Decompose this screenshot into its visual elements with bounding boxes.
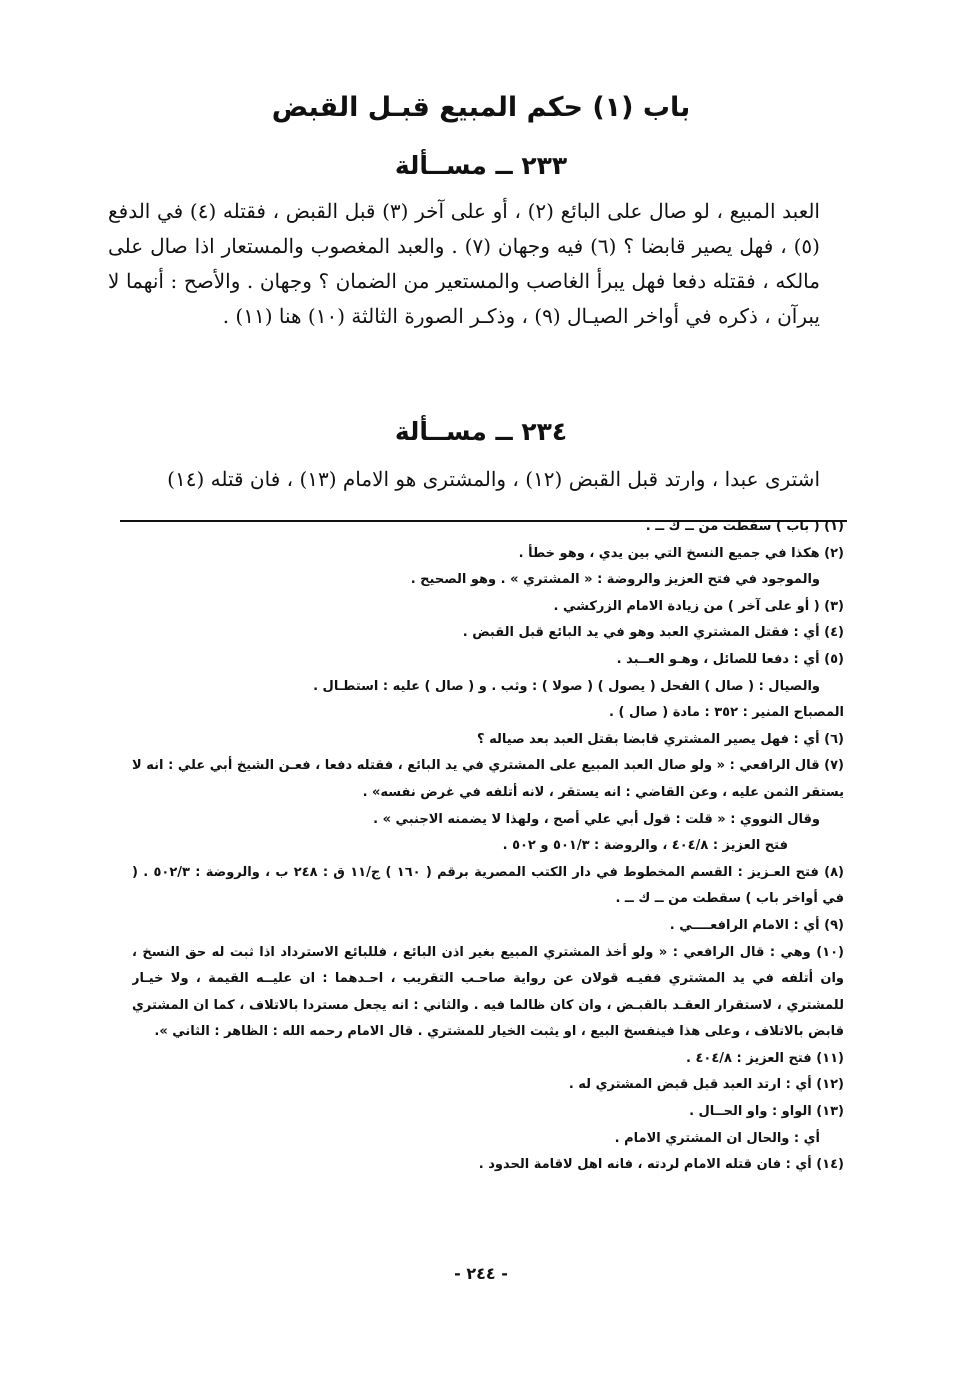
page-number: - ٢٤٤ -	[454, 1264, 508, 1283]
footnote-11: (١١) فتح العزيز : ٤٠٤/٨ .	[686, 1050, 844, 1066]
issue-233-paragraph: العبد المبيع ، لو صال على البائع (٢) ، أو على آخر (٣) قبل القبض ، فقتله (٤) في الدفع (٥) ، فهل يصير قابضا ؟ (٦) فيه وجهان (٧) . والعبد المغصوب والمستعار اذا صال على مالكه ، فقتله دفعا فهل يبرأ الغاصب والمستعير من الضمان ؟ وجهان . والأصح : أنهما لا يبرآن ، ذكره في أواخر الصيـال (٩) ، وذكـر الصورة الثالثة (١٠) هنا (١١) .	[108, 199, 820, 328]
footnote-2: (٢) هكذا في جميع النسخ التي بين يدي ، وهو خطأ .	[518, 545, 844, 561]
footnote-5-continued: والصيال : ( صال ) الفحل ( يصول ) ( صولا ) : وثب . و ( صال ) عليه : استطـال .	[313, 678, 820, 694]
footnote-5-source: المصباح المنير : ٣٥٢ : مادة ( صال ) .	[609, 705, 844, 721]
footnote-7-source: فتح العزيز : ٤٠٤/٨ ، والروضة : ٥٠١/٣ و ٥٠٢ .	[502, 838, 788, 854]
footnote-12: (١٢) أي : ارتد العبد قبل قبض المشتري له .	[568, 1077, 844, 1093]
issue-233-heading: ٢٣٣ ــ مســألة	[394, 151, 568, 180]
footnote-13-continued: أي : والحال ان المشتري الامام .	[614, 1130, 820, 1146]
footnote-10: (١٠) وهي : قال الرافعي : « ولو أخذ المشتري المبيع بغير اذن البائع ، فللبائع الاسترداد اذا ثبت له حق النسخ ، وان أتلفه في يد المشتري ففيـه قولان عن رواية صاحـب التقريب ، احـدهما : ان عليــه القيمة ، ولا خيـار للمشتري ، لاستقرار العقـد بالقبـض ، وان كان ظالما فيه . والثاني : انه يجعل مستردا بالاتلاف ، كما ان المشتري قابض بالاتلاف ، وعلى هذا فينفسخ البيع ، او يثبت الخيار للمشتري . قال الامام رحمه الله : الظاهر : الثاني ».	[132, 944, 844, 1040]
footnotes	[132, 514, 844, 1179]
footnote-6: (٦) أي : فهل يصير المشتري قابضا بقتل العبد بعد صياله ؟	[477, 731, 844, 747]
footnote-7: (٧) قال الرافعي : « ولو صال العبد المبيع على المشتري في يد البائع ، فقتله دفعا ، فعـن الشيخ أبي علي : انه لا يستقر الثمن عليه ، وعن القاضي : انه يستقر ، لانه أتلفه في غرض نفسه» .	[132, 758, 844, 800]
issue-234-body	[108, 462, 820, 497]
footnote-7-nawawi: وقال النووي : « قلت : قول أبي علي أصح ، ولهذا لا يضمنه الاجنبي » .	[373, 811, 820, 827]
chapter-title: باب (١) حكم المبيع قبـل القبض	[271, 92, 691, 123]
footnote-14: (١٤) أي : فان قتله الامام لردته ، فانه اهل لاقامة الحدود .	[478, 1157, 844, 1173]
footnote-5: (٥) أي : دفعا للصائل ، وهـو العــبد .	[616, 651, 844, 667]
footnote-1: (١) ( باب ) سقطت من ــ ك ــ .	[645, 519, 844, 534]
footnote-2-continued: والموجود في فتح العزيز والروضة : « المشتري » . وهو الصحيح .	[410, 572, 820, 588]
issue-233-body	[108, 194, 820, 334]
footnote-13: (١٣) الواو : واو الحــال .	[689, 1104, 844, 1120]
footnote-3: (٣) ( أو على آخر ) من زيادة الامام الزركشي .	[553, 598, 844, 614]
footnote-9: (٩) أي : الامام الرافعــــي .	[669, 917, 844, 933]
footnote-8: (٨) فتح العـزيز : القسم المخطوط في دار الكتب المصرية برقم ( ١٦٠ ) ج/١١ ق : ٢٤٨ ب ، والروضة : ٥٠٢/٣ . ( في أواخر باب ) سقطت من ــ ك ــ .	[132, 864, 844, 907]
issue-234-heading: ٢٣٤ ــ مســألة	[394, 417, 568, 446]
issue-234-paragraph: اشترى عبدا ، وارتد قبل القبض (١٢) ، والمشترى هو الامام (١٣) ، فان قتله (١٤)	[167, 467, 820, 491]
footnote-4: (٤) أي : فقتل المشتري العبد وهو في يد البائع قبل القبض .	[462, 625, 844, 641]
